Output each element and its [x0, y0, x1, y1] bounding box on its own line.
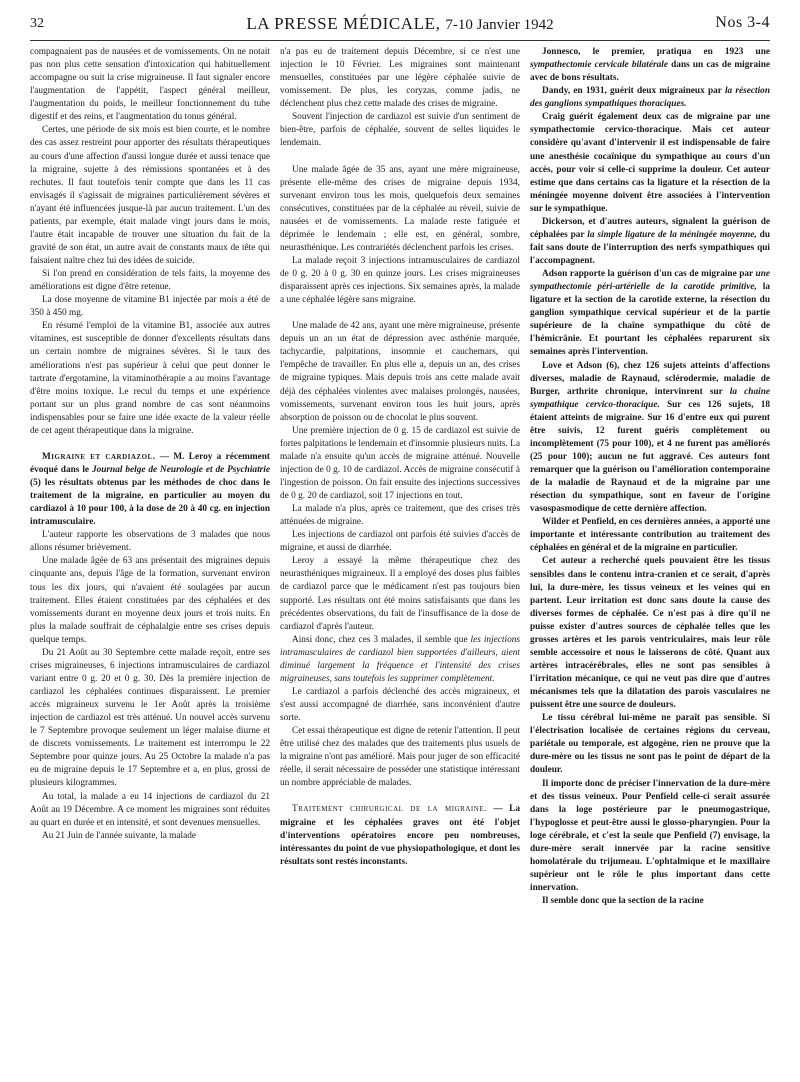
paragraph: La malade reçoit 3 injections intramusculaires de cardiazol de 0 g. 20 à 0 g. 30 en quinze jours. Les crises migraineuses disparaissent après ces injections. Six semaines après, la malade a une céphalée légère sans migraine. [280, 255, 520, 306]
paragraph: Le cardiazol a parfois déclenché des accès migraineux, et s'est aussi accompagné de diarrhée, sans inconvénient d'autre sorte. [280, 686, 520, 724]
text-run: Sur ces 126 sujets, 18 étaient atteints de migraine. Sur 16 d'entre eux qui purent être suivis, 12 furent guéris complètement ou incomplètement (75 pour 100), et 4 ne furent pas améliorés (25 pour 100); aucun ne fut aggravé. Ces auteurs font remarquer que la guérison ou l'amélioration contemporaine de la maladie de Raynaud et de la migraine par une résection du sympathique, sont en faveur de l'origine vasospasmodique de cette dernière affection. [530, 399, 770, 515]
journal-reference: Journal belge de Neurologie et de Psychiatrie [91, 464, 270, 475]
paragraph [530, 516, 770, 555]
paragraph: La malade n'a plus, après ce traitement, que des crises très atténuées de migraine. [280, 504, 520, 528]
text-run: Dandy, en 1931, guérit deux migraineux par [542, 86, 725, 97]
section-gap [280, 790, 520, 803]
text-run: du fait sans doute de l'interruption des nerfs sympathiques qui l'accompagnent. [530, 229, 770, 266]
heading-text: — M. Leroy a récemment évoqué dans le [30, 451, 270, 475]
paragraph: compagnaient pas de nausées et de vomissements. On ne notait pas non plus cette sensation d'intoxication qui habituellement accompagne ou suit la crise migraineuse. Il faut signaler encore l'augmentation de l'appétit, l'aspect général meilleur, l'augmentation du poids, le meilleur fonctionnement du tube digestif et des reins, et l'augmentation du tonus général. [30, 47, 270, 123]
issue-number: Nos 3-4 [715, 14, 770, 31]
issue-date: 7-10 Janvier 1942 [445, 17, 554, 33]
paragraph [530, 111, 770, 216]
text-run: Adson rapporte la guérison d'un cas de migraine par [542, 269, 756, 280]
italic-conclusion: les injections intramusculaires de cardiazol bien supportées d'ailleurs, aient diminué largement la fréquence et l'intensité des crises migraineuses, sans toutefois les supprimer complètement. [280, 634, 520, 684]
paragraph [530, 268, 770, 359]
text-run: Il importe donc de préciser l'innervation de la dure-mère et des tissus veineux. Pour Penfield celle-ci serait assurée dans la loge postérieure par le pneumogastrique, l'hypoglosse et peut-être aussi le glosso-pharyngien. Pour la loge cérébrale, et c'est la seule que Penfield (7) envisage, la dure-mère serait innervée par la racine sensitive homolatérale du trijumeau. L'ophtalmique et le maxillaire supérieur ont le rôle le plus important dans cette innervation. [530, 778, 770, 893]
paragraph [530, 555, 770, 712]
paragraph: Une première injection de 0 g. 15 de cardiazol est suivie de fortes palpitations le lendemain et d'insomnie plusieurs nuits. La malade n'a ensuite qu'un accès de migraine atténué. Nouvelle injection de 0 g. 10 de cardiazol. Accès de migraine consécutif à l'ingestion de poisson. On fait ensuite des injections successives de 0 g. 20 de cardiazol, soit 17 injections en tout. [280, 425, 520, 501]
paragraph: Au total, la malade a eu 14 injections de cardiazol du 21 Août au 19 Décembre. A ce moment les migraines sont réduites au quart en durée et en intensité, et sont devenues mensuelles. [30, 791, 270, 828]
text-run: Il semble donc que la section de la racine [542, 896, 704, 907]
paragraph: La dose moyenne de vitamine B1 injectée par mois a été de 350 à 450 mg. [30, 295, 270, 319]
page-header [30, 14, 770, 36]
paragraph: L'auteur rapporte les observations de 3 malades que nous allons résumer brièvement. [30, 530, 270, 554]
paragraph: Une malade de 42 ans, ayant une mère migraineuse, présente depuis un an un état de dépression avec asthénie marquée, tachycardie, palpitations, insomnie et cauchemars, qui l'empêche de travailler. En plus elle a, depuis un an, des crises de migraine typiques. Mais depuis trois ans cette malade avait déjà des céphalées violentes avec malaises prolongés, nausées, vomissements, survenant environ tous les huit jours, après absorption de poisson ou de chocolat le plus souvent. [280, 321, 520, 423]
text-run: Cet auteur a recherché quels pouvaient être les tissus sensibles dans le contenu intra-cranien et ce serait, d'après lui, la dure-mère, les tissus veineux et les veines qui en partent. Leur irritation est donc sans doute la cause des diverses formes de céphalée. Ce n'est pas à dire qu'il ne puisse exister d'autres sources de céphalée telles que les grosses artères et les parois ventriculaires, mais leur rôle semble accessoire et nous le laisserons de côté. Quant aux artères intracérébrales, elles ne sont pas sensibles à l'irritation mécanique, ce qui ne veut pas dire que d'autres mécanismes tels que la dilatation des parois vasculaires ne puissent être une source de douleurs. [530, 556, 770, 711]
text-run: Jonnesco, le premier, pratiqua en 1923 une [542, 47, 770, 57]
paragraph [530, 85, 770, 111]
section-gap [30, 438, 270, 451]
text-run: dans un cas de migraine avec de bons résultats. [530, 60, 770, 84]
paragraph [530, 216, 770, 268]
text-run: Love et Adson (6), chez 126 sujets atteints d'affections diverses, maladie de Raynaud, sclérodermie, maladie de Burger, arthrite chronique, intervinrent sur [530, 360, 770, 397]
paragraph: Si l'on prend en considération de tels faits, la moyenne des améliorations est digne d'être retenue. [30, 269, 270, 293]
text-run: la ligature et la section de la carotide externe, la résection du ganglion sympathique cervical supérieur et de la partie supérieure de la chaîne sympathique du côté de l'hémicrânie. Et pourtant les céphalées reparurent six semaines après l'intervention. [530, 282, 770, 358]
journal-title [30, 14, 770, 34]
italic-term: la chaîne sympathique cervico-thoracique. [530, 386, 770, 410]
italic-term: sympathectomie cervicale bilatérale [530, 60, 668, 71]
section-paragraph-surgery [280, 803, 520, 868]
section-paragraph-cardiazol [30, 451, 270, 529]
journal-name: LA PRESSE MÉDICALE, [246, 14, 441, 33]
article-columns [30, 46, 770, 1076]
section-text: — La migraine et les céphalées graves ont été l'objet d'interventions opératoires encore peu nombreuses, intéressantes du point de vue physiopathologique, et dont les résultats sont restés inconstants. [280, 804, 520, 867]
column-left [30, 46, 270, 1076]
paragraph: Au 21 Juin de l'année suivante, la malade [42, 830, 196, 841]
paragraph [530, 46, 770, 85]
paragraph: Cet essai thérapeutique est digne de retenir l'attention. Il peut être utilisé chez des malades que des traitements plus usuels de la migraine n'ont pas amélioré. Mais pour juger de son efficacité réelle, il serait nécessaire de posséder une statistique intéressant un nombre appréciable de malades. [280, 726, 520, 789]
column-middle [280, 46, 520, 1076]
heading-text: (5) les résultats obtenus par les méthodes de choc dans le traitement de la migraine, en particulier au moyen du cardiazol à 10 pour 100, à la dose de 20 à 40 cg. en injection intramusculaire. [30, 478, 270, 528]
italic-term: une sympathectomie péri-artérielle de la carotide primitive, [530, 269, 770, 293]
paragraph: Une malade âgée de 63 ans présentait des migraines depuis cinquante ans, depuis l'âge de la formation, survenant environ tous les dix jours, qui n'avaient été soulagées par aucun traitement. Elles étaient constituées par des céphalées et des vomissements durant en moyenne deux jours et trois nuits. En plus la malade souffrait de céphalalgie entre ses crises depuis quelque temps. [30, 556, 270, 645]
section-heading: Traitement chirurgical de la migraine. [292, 804, 487, 815]
paragraph [530, 778, 770, 896]
paragraph: Une malade âgée de 35 ans, ayant une mère migraineuse, présente elle-même des crises de migraine depuis 1934, survenant environ tous les mois, quelquefois deux semaines consécutives, constituées par de la céphalée au réveil, suivie de nausées et de vomissements. La malade reste fatiguée et déprimée le lendemain ; elle est, en général, sombre, neurasthénique. Les contrariétés déclenchent parfois les crises. [280, 164, 520, 253]
italic-term: la résection des ganglions sympathiques thoraciques. [530, 86, 770, 110]
text-run: Le tissu cérébral lui-même ne paraît pas sensible. Si l'électrisation localisée de certaines régions du cerveau, pariétale ou temporale, est algogène, rien ne prouve que la dure-mère ou les tissus ne sont pas le point de départ de la douleur. [530, 713, 770, 776]
section-heading: Migraine et cardiazol. [42, 451, 156, 462]
text-run: Wilder et Penfield, en ces dernières années, a apporté une importante et intéressante contribution au traitement des céphalées en général et de la migraine en particulier. [530, 517, 770, 554]
paragraph [530, 895, 770, 908]
italic-term: la simple ligature de la méningée moyenne, [587, 229, 757, 240]
paragraph: n'a pas eu de traitement depuis Décembre, si ce n'est une injection le 10 Février. Les migraines sont maintenant mensuelles, constituées par une légère céphalée suivie de vomissement. De plus, les coryzas, comme jadis, ne déclenchent plus chez cette malade des crises de migraine. [280, 47, 520, 110]
section-gap [280, 151, 520, 164]
paragraph: En résumé l'emploi de la vitamine B1, associée aux autres vitamines, est susceptible de donner d'excellents résultats dans un certain nombre de migraines sévères. Si le taux des améliorations n'est pas supérieur à celui que peut donner le tartrate d'ergotamine, la vitaminothérapie a au moins l'avantage d'être moins toxique. Le recul du temps et une expérience portant sur un plus grand nombre de cas sont néanmoins indispensables pour se faire une idée exacte de la valeur réelle de cet agent thérapeutique dans la migraine. [30, 321, 270, 436]
section-gap [280, 307, 520, 320]
paragraph [530, 360, 770, 517]
paragraph [280, 634, 520, 686]
paragraph: Du 21 Août au 30 Septembre cette malade reçoit, entre ses crises migraineuses, 6 injections intramusculaires de cardiazol variant entre 0 g. 20 et 0 g. 30. Dès la première injection de cardiazol les céphalées continues disparaissent. Le premier accès migraineux survenu le 1er Août après la troisième injection de cardiazol est très atténué. Un nouvel accès survenu le 7 Septembre provoque seulement un léger malaise diurne et de discrets vomissements. Le traitement est interrompu le 22 Septembre pour quinze jours. Au 25 Octobre la malade n'a pas eu de migraine depuis le 17 Septembre et a, en plus, grossi de plusieurs kilogrammes. [30, 647, 270, 789]
header-rule [30, 40, 770, 41]
paragraph: Les injections de cardiazol ont parfois été suivies d'accès de migraine, et aussi de diarrhée. [280, 530, 520, 554]
paragraph: Leroy a essayé la même thérapeutique chez des neurasthéniques migraineux. Il a employé des doses plus faibles de cardiazol parce que le médicament n'est pas toujours bien supporté. Les résultats ont été moins satisfaisants que dans les précédentes observations, du fait de l'insuffisance de la dose de cardiazol d'après l'auteur. [280, 556, 520, 632]
text-run: Craig guérit également deux cas de migraine par une sympathectomie cervico-thoracique. Mais cet auteur considère qu'avant d'intervenir il est indispensable de faire une anesthésie cocaïnique du sympathique au cours d'un accès, pour voir si celle-ci supprime la douleur. Cet auteur estime que dans certains cas la ligature et la résection de la méningée moyenne doivent être associées à l'intervention sur le sympathique. [530, 112, 770, 214]
text-run: Ainsi donc, chez ces 3 malades, il semble que [292, 634, 471, 645]
column-right [530, 46, 770, 1076]
paragraph [530, 712, 770, 777]
paragraph: Souvent l'injection de cardiazol est suivie d'un sentiment de bien-être, parfois de céphalée, souvent de selles liquides le lendemain. [280, 112, 520, 149]
paragraph: Certes, une période de six mois est bien courte, et le nombre des cas assez restreint pour apporter des résultats thérapeutiques au cours d'une affection d'aussi longue durée et aussi tenace que la migraine, sujette à des rémissions spontanées et à des rechutes. Il faut toutefois tenir compte que dans les 11 cas envisagés il s'agissait de migraines particulièrement sévères et n'ayant été influencées jusque-là par aucun traitement. L'un des patients, par exemple, était malade vingt jours dans le mois, l'autre était incapable de trouver une situation du fait de la gravité de son état, un autre avait de constants maux de tête qui faisaient naître chez lui des idées de suicide. [30, 125, 270, 266]
page-number: 32 [30, 16, 44, 31]
text-run: Dickerson, et d'autres auteurs, signalent la guérison de céphalées par [530, 216, 770, 240]
